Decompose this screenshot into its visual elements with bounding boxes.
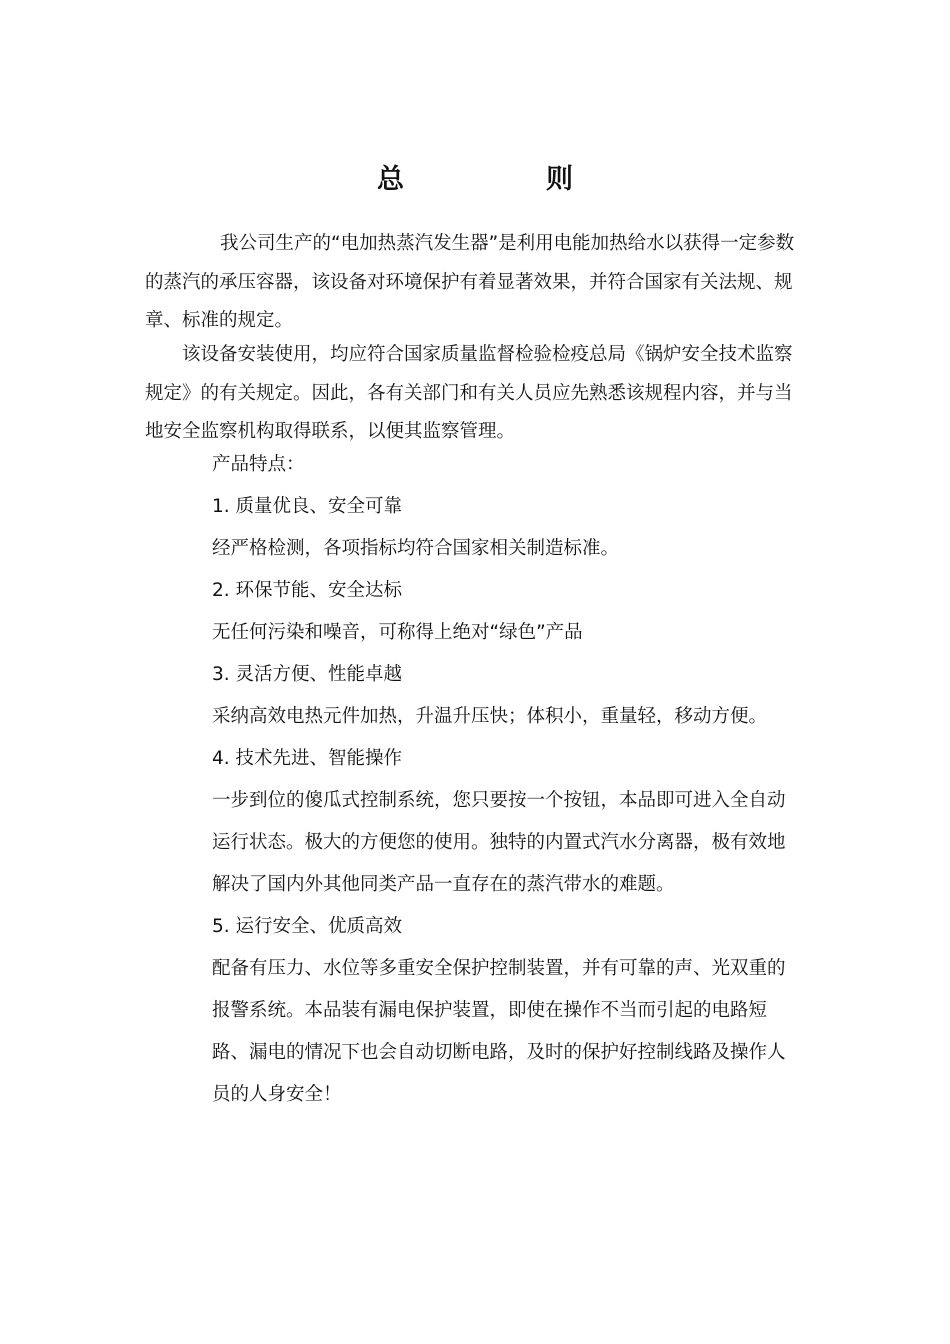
feature-text-2: 无任何污染和噪音，可称得上绝对“绿色”产品 bbox=[212, 622, 583, 643]
page-title bbox=[0, 160, 950, 200]
feature-text-4: 一步到位的傻瓜式控制系统，您只要按一个按钮，本品即可进入全自动运行状态。极大的方便您的使用。独特的内置式汽水分离器，极有效地解决了国内外其他同类产品一直存在的蒸汽带水的难题。 bbox=[212, 790, 786, 895]
feature-title-4: 4. 技术先进、智能操作 bbox=[212, 748, 403, 769]
title-char-right: 则 bbox=[546, 164, 573, 195]
feature-title-5: 5. 运行安全、优质高效 bbox=[212, 916, 403, 937]
title-char-left: 总 bbox=[377, 164, 404, 195]
intro-paragraph-2: 该设备安装使用，均应符合国家质量监督检验检疫总局《锅炉安全技术监察规定》的有关规定。因此，各有关部门和有关人员应先熟悉该规程内容，并与当地安全监察机构取得联系，以便其监察管理。 bbox=[145, 344, 793, 442]
feature-text-5: 配备有压力、水位等多重安全保护控制装置，并有可靠的声、光双重的报警系统。本品装有漏电保护装置，即使在操作不当而引起的电路短路、漏电的情况下也会自动切断电路，及时的保护好控制线路及操作人员的人身安全！ bbox=[212, 958, 786, 1105]
feature-title-2: 2. 环保节能、安全达标 bbox=[212, 580, 403, 601]
intro-paragraph-1: 我公司生产的“电加热蒸汽发生器”是利用电能加热给水以获得一定参数的蒸汽的承压容器，该设备对环境保护有着显著效果，并符合国家有关法规、规章、标准的规定。 bbox=[145, 233, 795, 331]
feature-text-3: 采纳高效电热元件加热，升温升压快；体积小，重量轻，移动方便。 bbox=[212, 706, 768, 727]
features-section bbox=[212, 444, 800, 1116]
feature-title-3: 3. 灵活方便、性能卓越 bbox=[212, 664, 403, 685]
feature-title-1: 1. 质量优良、安全可靠 bbox=[212, 496, 403, 517]
features-heading: 产品特点： bbox=[212, 454, 305, 475]
feature-text-1: 经严格检测，各项指标均符合国家相关制造标准。 bbox=[212, 538, 620, 559]
